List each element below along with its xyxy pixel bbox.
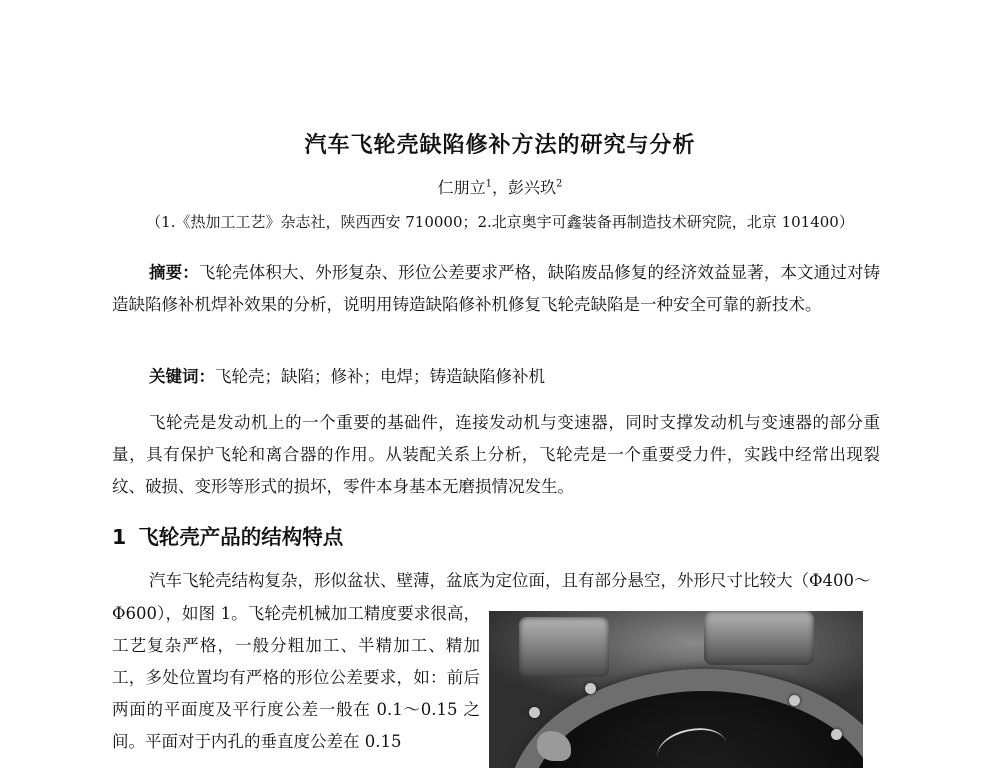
bolt — [789, 695, 800, 706]
author-line — [0, 175, 1000, 198]
section-paragraph-wrapped: Φ600），如图 1。飞轮壳机械加工精度要求很高，工艺复杂严格，一般分粗加工、半精加工、精加工，多处位置均有严格的形位公差要求，如：前后两面的平面度及平行度公差一般在 0.1～0.15 之间。平面对于内孔的垂直度公差在 0.15 — [112, 604, 480, 751]
keywords-text: 飞轮壳；缺陷；修补；电焊；铸造缺陷修补机 — [215, 367, 545, 386]
housing-cap — [519, 617, 609, 677]
section-paragraph-line: 汽车飞轮壳结构复杂，形似盆状、壁薄，盆底为定位面，且有部分悬空，外形尺寸比较大（Φ400～ — [149, 571, 871, 590]
author-affiliation-mark: 2 — [556, 178, 563, 190]
author-separator: ， — [491, 178, 508, 197]
author-name: 彭兴玖 — [508, 178, 557, 197]
keywords-label: 关键词： — [149, 367, 215, 386]
section-heading — [112, 520, 343, 550]
abstract-label: 摘要： — [149, 263, 199, 282]
bolt — [529, 707, 540, 718]
abstract-text: 飞轮壳体积大、外形复杂、形位公差要求严格，缺陷废品修复的经济效益显著，本文通过对铸造缺陷修补机焊补效果的分析，说明用铸造缺陷修补机修复飞轮壳缺陷是一种安全可靠的新技术。 — [112, 263, 881, 314]
author-name: 仁朋立 — [437, 178, 486, 197]
author-affiliation-mark: 1 — [485, 178, 492, 190]
section-title: 飞轮壳产品的结构特点 — [138, 525, 344, 549]
flywheel-housing-photo — [489, 611, 863, 768]
keywords — [149, 361, 849, 393]
bolt — [831, 729, 842, 740]
paper-title: 汽车飞轮壳缺陷修补方法的研究与分析 — [304, 133, 696, 158]
abstract — [112, 257, 880, 321]
section-number: 1 — [112, 525, 127, 549]
bolt — [585, 683, 596, 694]
affiliation-line: （1.《热加工工艺》杂志社，陕西西安 710000；2.北京奥宇可鑫装备再制造技术研究院，北京 101400） — [146, 213, 854, 231]
housing-cap — [704, 611, 814, 665]
intro-paragraph: 飞轮壳是发动机上的一个重要的基础件，连接发动机与变速器，同时支撑发动机与变速器的部分重量，具有保护飞轮和离合器的作用。从装配关系上分析，飞轮壳是一个重要受力件，实践中经常出现裂纹、破损、变形等形式的损坏，零件本身基本无磨损情况发生。 — [112, 413, 880, 496]
